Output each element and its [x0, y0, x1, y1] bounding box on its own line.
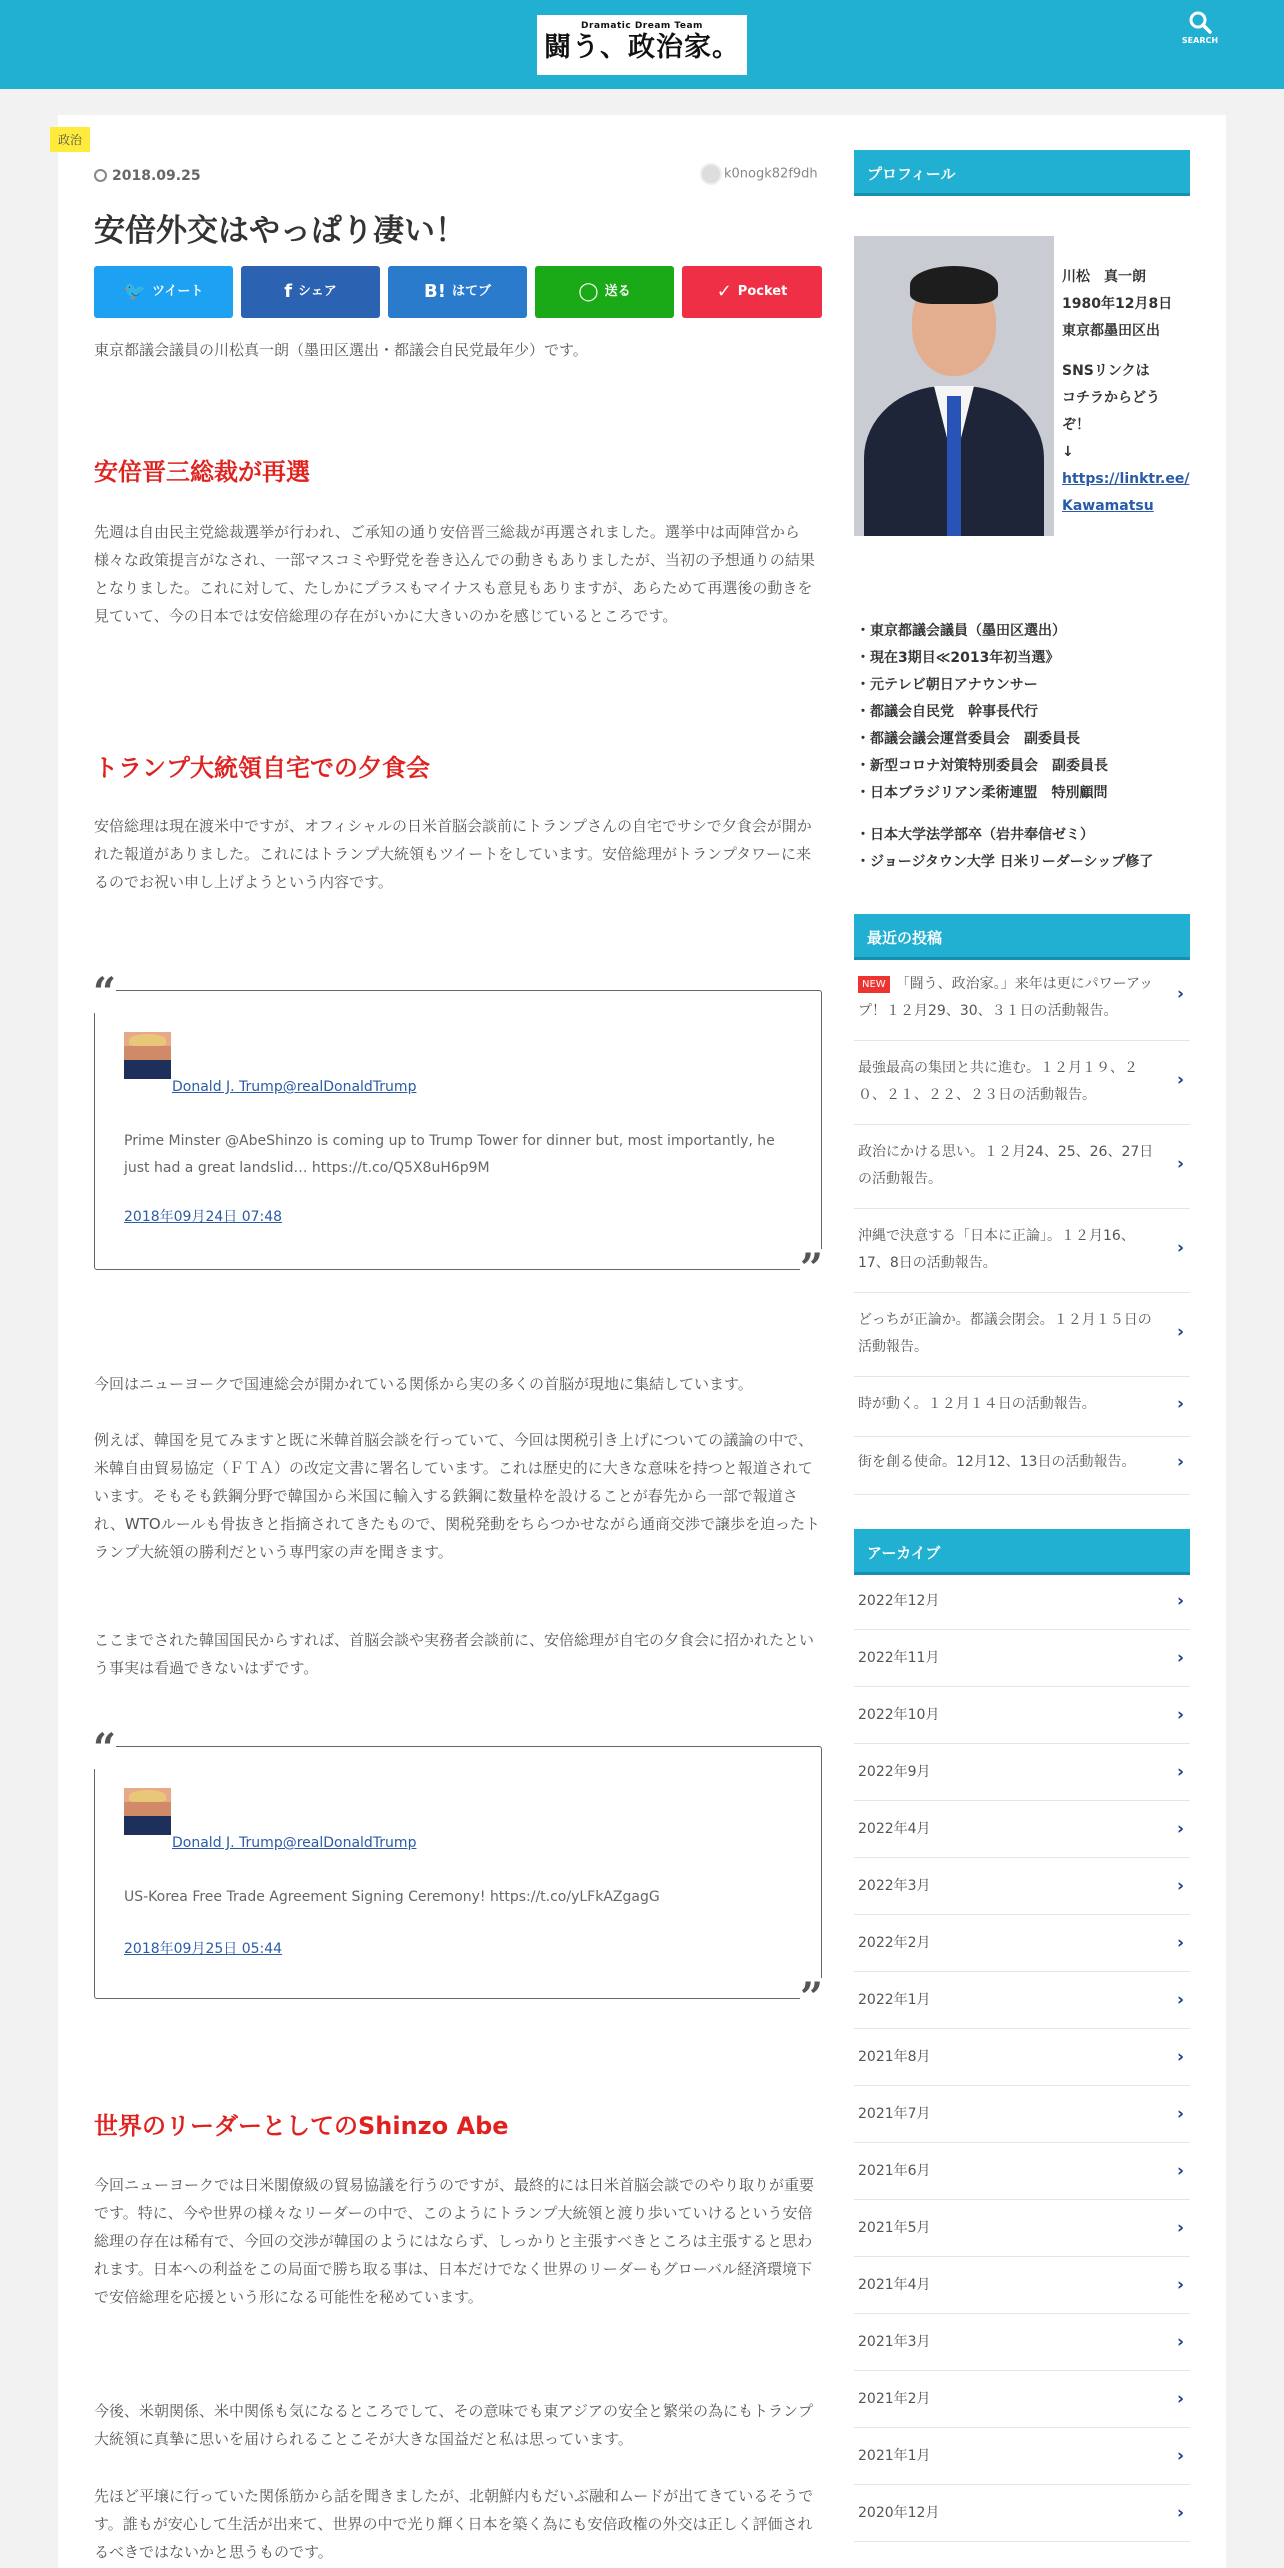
archive-item[interactable]	[854, 1801, 1190, 1858]
recent-post-title: 街を創る使命。12月12、13日の活動報告。	[858, 1454, 1136, 1470]
profile-birthdate: 1980年12月8日	[1062, 296, 1173, 312]
archive-item[interactable]	[854, 2314, 1190, 2371]
archive-item[interactable]	[854, 1858, 1190, 1915]
chevron-right-icon: ›	[1176, 1648, 1184, 1668]
quote-close-icon: ”	[799, 1974, 823, 2021]
section-heading-1: 安倍晋三総裁が再選	[94, 458, 310, 486]
archive-item[interactable]	[854, 1630, 1190, 1687]
education-item: ・日本大学法学部卒（岩井奉信ゼミ）	[856, 827, 1094, 843]
career-item: ・新型コロナ対策特別委員会 副委員長	[856, 758, 1108, 774]
quote-close-icon: ”	[799, 1245, 823, 1292]
embedded-tweet	[93, 969, 823, 1292]
archive-label: 2020年12月	[858, 2505, 940, 2521]
archive-label: 2021年6月	[858, 2163, 931, 2179]
sns-link[interactable]: https://linktr.ee/Kawamatsu	[1062, 471, 1190, 514]
embedded-tweet	[93, 1725, 823, 2021]
archive-label: 2021年4月	[858, 2277, 931, 2293]
share-line-label: 送る	[604, 284, 631, 299]
recent-post-item[interactable]	[854, 971, 1190, 1041]
chevron-right-icon: ›	[1176, 1762, 1184, 1782]
recent-post-title: 時が動く。１２月１４日の活動報告。	[858, 1396, 1096, 1412]
post-title: 安倍外交はやっぱり凄い！	[94, 213, 466, 249]
archive-label: 2022年4月	[858, 1821, 931, 1837]
share-hatena-button[interactable]	[388, 266, 527, 318]
search-button[interactable]	[1180, 10, 1220, 55]
chevron-right-icon: ›	[1176, 1990, 1184, 2010]
post-author[interactable]	[700, 163, 818, 185]
archive-item[interactable]	[854, 1573, 1190, 1630]
sns-text: ぞ！	[1062, 417, 1090, 433]
intro-paragraph: 東京都議会議員の川松真一朗（墨田区選出・都議会自民党最年少）です。	[94, 341, 588, 359]
quote-open-icon: “	[93, 969, 117, 1016]
archive-label: 2022年12月	[858, 1593, 940, 1609]
archive-item[interactable]	[854, 2029, 1190, 2086]
tweet-author-link[interactable]: Donald J. Trump@realDonaldTrump	[172, 1835, 417, 1851]
twitter-icon: 🐦	[123, 281, 147, 302]
author-avatar-icon	[700, 163, 722, 185]
recent-post-item[interactable]	[854, 1139, 1190, 1209]
new-badge: NEW	[858, 976, 890, 993]
quote-open-icon: “	[93, 1725, 117, 1772]
author-name: k0nogk82f9dh	[724, 166, 818, 182]
archive-item[interactable]	[854, 2257, 1190, 2314]
sns-text: SNSリンクは	[1062, 363, 1150, 379]
archive-label: 2021年3月	[858, 2334, 931, 2350]
archive-label: 2022年1月	[858, 1992, 931, 2008]
line-icon: ◯	[578, 281, 599, 302]
tweet-avatar[interactable]	[124, 1788, 171, 1835]
chevron-right-icon: ›	[1176, 984, 1184, 1004]
tweet-author-link[interactable]: Donald J. Trump@realDonaldTrump	[172, 1079, 417, 1095]
chevron-right-icon: ›	[1176, 1591, 1184, 1611]
category-badge[interactable]: 政治	[50, 127, 90, 152]
profile-hometown: 東京都墨田区出	[1062, 323, 1160, 339]
education-item: ・ジョージタウン大学 日米リーダーシップ修了	[856, 854, 1154, 870]
recent-post-title: 「闘う、政治家。」来年は更にパワーアップ！１２月29、30、３１日の活動報告。	[858, 976, 1154, 1019]
archive-label: 2022年3月	[858, 1878, 931, 1894]
archive-label: 2022年2月	[858, 1935, 931, 1951]
share-twitter-button[interactable]	[94, 266, 233, 318]
section-heading-3: 世界のリーダーとしてのShinzo Abe	[94, 2112, 509, 2140]
chevron-right-icon: ›	[1176, 1322, 1184, 1342]
recent-post-title: どっちが正論か。都議会閉会。１２月１５日の活動報告。	[858, 1312, 1152, 1355]
chevron-right-icon: ›	[1176, 1070, 1184, 1090]
paragraph-8: 先ほど平壌に行っていた関係筋から話を聞きましたが、北朝鮮内もだいぶ融和ムードが出てきているそうです。誰もが安心して生活が出来て、世界の中で光り輝く日本を築く為にも安倍政権の外交は正しく評価されるべきではないかと思うものです。	[94, 2487, 814, 2561]
chevron-right-icon: ›	[1176, 1238, 1184, 1258]
tweet-date-link[interactable]: 2018年09月25日 05:44	[124, 1941, 283, 1957]
paragraph-1: 先週は自由民主党総裁選挙が行われ、ご承知の通り安倍晋三総裁が再選されました。選挙中は両陣営から様々な政策提言がなされ、一部マスコミや野党を巻き込んでの動きもありましたが、当初の予想通りの結果となりました。これに対して、たしかにプラスもマイナスも意見もありますが、あらためて再選後の動きを見ていて、今の日本では安倍総理の存在がいかに大きいのかを感じているところです。	[94, 523, 815, 625]
paragraph-3: 今回はニューヨークで国連総会が開かれている関係から実の多くの首脳が現地に集結しています。	[94, 1375, 753, 1393]
chevron-right-icon: ›	[1176, 1394, 1184, 1414]
chevron-right-icon: ›	[1176, 2275, 1184, 2295]
archive-item[interactable]	[854, 1687, 1190, 1744]
chevron-right-icon: ›	[1176, 2104, 1184, 2124]
archive-label: 2021年5月	[858, 2220, 931, 2236]
archive-label: 2022年11月	[858, 1650, 940, 1666]
search-icon	[1188, 10, 1212, 34]
clock-icon	[94, 169, 107, 182]
archive-item[interactable]	[854, 2200, 1190, 2257]
archive-item[interactable]	[854, 1972, 1190, 2029]
recent-post-title: 最強最高の集団と共に進む。１２月１９、２０、２１、２２、２３日の活動報告。	[858, 1060, 1138, 1103]
profile-heading: プロフィール	[854, 150, 1190, 196]
chevron-right-icon: ›	[1176, 1705, 1184, 1725]
hatena-icon: B!	[424, 281, 446, 302]
profile-name: 川松 真一朗	[1062, 269, 1146, 285]
chevron-right-icon: ›	[1176, 2332, 1184, 2352]
search-label: SEARCH	[1181, 36, 1219, 45]
paragraph-4: 例えば、韓国を見てみますと既に米韓首脳会談を行っていて、今回は関税引き上げについての議論の中で、米韓自由貿易協定（ＦＴＡ）の改定文書に署名しています。これは歴史的に大きな意味を持つと報道されています。そもそも鉄鋼分野で韓国から米国に輸入する鉄鋼に数量枠を設けることが春先から一部で報道され、WTOルールも骨抜きと指摘されてきたもので、関税発動をちらつかせながら通商交渉で譲歩を迫ったトランプ大統領の勝利だという専門家の声を聞きます。	[94, 1431, 820, 1561]
share-hatena-label: はてブ	[451, 284, 491, 299]
career-item: ・東京都議会議員（墨田区選出）	[856, 623, 1066, 639]
recent-post-item[interactable]	[854, 1391, 1190, 1437]
paragraph-5: ここまでされた韓国国民からすれば、首脳会談や実務者会談前に、安倍総理が自宅の夕食会に招かれたという事実は看過できないはずです。	[94, 1631, 815, 1677]
archive-label: 2021年1月	[858, 2448, 931, 2464]
chevron-right-icon: ›	[1176, 1819, 1184, 1839]
tweet-text: Prime Minster @AbeShinzo is coming up to Trump Tower for dinner but, most importantly, he just had a great landslid… https://t.co/Q5X8uH6p9M	[124, 1133, 775, 1176]
recent-posts-heading: 最近の投稿	[854, 914, 1190, 960]
profile-photo	[854, 236, 1054, 536]
career-item: ・日本ブラジリアン柔術連盟 特別顧問	[856, 785, 1108, 801]
archive-item[interactable]	[854, 2485, 1190, 2542]
pocket-icon: ✓	[716, 281, 732, 302]
share-line-button[interactable]	[535, 266, 674, 318]
recent-post-item[interactable]	[854, 1307, 1190, 1377]
archive-item[interactable]	[854, 2086, 1190, 2143]
share-facebook-label: シェア	[298, 284, 337, 299]
logo-tagline: Dramatic Dream Team	[581, 21, 703, 31]
career-item: ・現在3期目≪2013年初当選》	[856, 650, 1060, 666]
recent-post-item[interactable]	[854, 1055, 1190, 1125]
paragraph-2: 安倍総理は現在渡米中ですが、オフィシャルの日米首脳会談前にトランプさんの自宅でサシで夕食会が開かれた報道がありました。これにはトランプ大統領もツイートをしています。安倍総理がトランプタワーに来るのでお祝い申し上げようという内容です。	[94, 817, 812, 891]
chevron-right-icon: ›	[1176, 2389, 1184, 2409]
chevron-right-icon: ›	[1176, 2503, 1184, 2523]
sns-text: コチラからどう	[1062, 390, 1160, 406]
paragraph-6: 今回ニューヨークでは日米閣僚級の貿易協議を行うのですが、最終的には日米首脳会談でのやり取りが重要です。特に、今や世界の様々なリーダーの中で、このようにトランプ大統領と渡り歩いていけるという安倍総理の存在は稀有で、今回の交渉が韓国のようにはならず、しっかりと主張すべきところは主張すると思われます。日本への利益をこの局面で勝ち取る事は、日本だけでなく世界のリーダーもグローバル経済環境下で安倍総理を応援という形になる可能性を秘めています。	[94, 2176, 815, 2306]
chevron-right-icon: ›	[1176, 2218, 1184, 2238]
recent-post-item[interactable]	[854, 1449, 1190, 1495]
site-header	[0, 0, 1284, 89]
chevron-right-icon: ›	[1176, 2446, 1184, 2466]
site-logo[interactable]	[537, 15, 747, 75]
tweet-text: US-Korea Free Trade Agreement Signing Ceremony! https://t.co/yLFkAZgagG	[124, 1889, 660, 1905]
facebook-icon: f	[284, 281, 293, 302]
career-item: ・都議会自民党 幹事長代行	[856, 704, 1038, 720]
archive-label: 2022年10月	[858, 1707, 940, 1723]
logo-title: 闘う、政治家。	[544, 32, 740, 63]
tweet-avatar[interactable]	[124, 1032, 171, 1079]
chevron-right-icon: ›	[1176, 2161, 1184, 2181]
archive-item[interactable]	[854, 2143, 1190, 2200]
recent-post-title: 沖縄で決意する「日本に正論」。１２月16、17、8日の活動報告。	[858, 1228, 1135, 1271]
arrow-down-icon: ↓	[1062, 444, 1074, 460]
share-pocket-label: Pocket	[737, 284, 788, 299]
post-date-text: 2018.09.25	[112, 168, 201, 184]
recent-post-title: 政治にかける思い。１２月24、25、26、27日の活動報告。	[858, 1144, 1154, 1187]
archive-label: 2021年2月	[858, 2391, 931, 2407]
career-item: ・元テレビ朝日アナウンサー	[856, 677, 1038, 693]
career-item: ・都議会議会運営委員会 副委員長	[856, 731, 1080, 747]
archive-item[interactable]	[854, 2428, 1190, 2485]
archive-item[interactable]	[854, 1744, 1190, 1801]
archive-item[interactable]	[854, 2371, 1190, 2428]
archive-label: 2022年9月	[858, 1764, 931, 1780]
chevron-right-icon: ›	[1176, 2047, 1184, 2067]
chevron-right-icon: ›	[1176, 1876, 1184, 1896]
section-heading-2: トランプ大統領自宅での夕食会	[94, 754, 430, 782]
post-date	[94, 168, 201, 184]
chevron-right-icon: ›	[1176, 1154, 1184, 1174]
archive-label: 2021年7月	[858, 2106, 931, 2122]
share-pocket-button[interactable]	[682, 266, 822, 318]
chevron-right-icon: ›	[1176, 1933, 1184, 1953]
archive-heading: アーカイブ	[854, 1529, 1190, 1575]
recent-post-item[interactable]	[854, 1223, 1190, 1293]
tweet-date-link[interactable]: 2018年09月24日 07:48	[124, 1209, 283, 1225]
share-facebook-button[interactable]	[241, 266, 380, 318]
chevron-right-icon: ›	[1176, 1452, 1184, 1472]
share-twitter-label: ツイート	[152, 284, 204, 299]
archive-item[interactable]	[854, 1915, 1190, 1972]
paragraph-7: 今後、米朝関係、米中関係も気になるところでして、その意味でも東アジアの安全と繁栄の為にもトランプ大統領に真摯に思いを届けられることこそが大きな国益だと私は思っています。	[94, 2402, 813, 2448]
archive-label: 2021年8月	[858, 2049, 931, 2065]
